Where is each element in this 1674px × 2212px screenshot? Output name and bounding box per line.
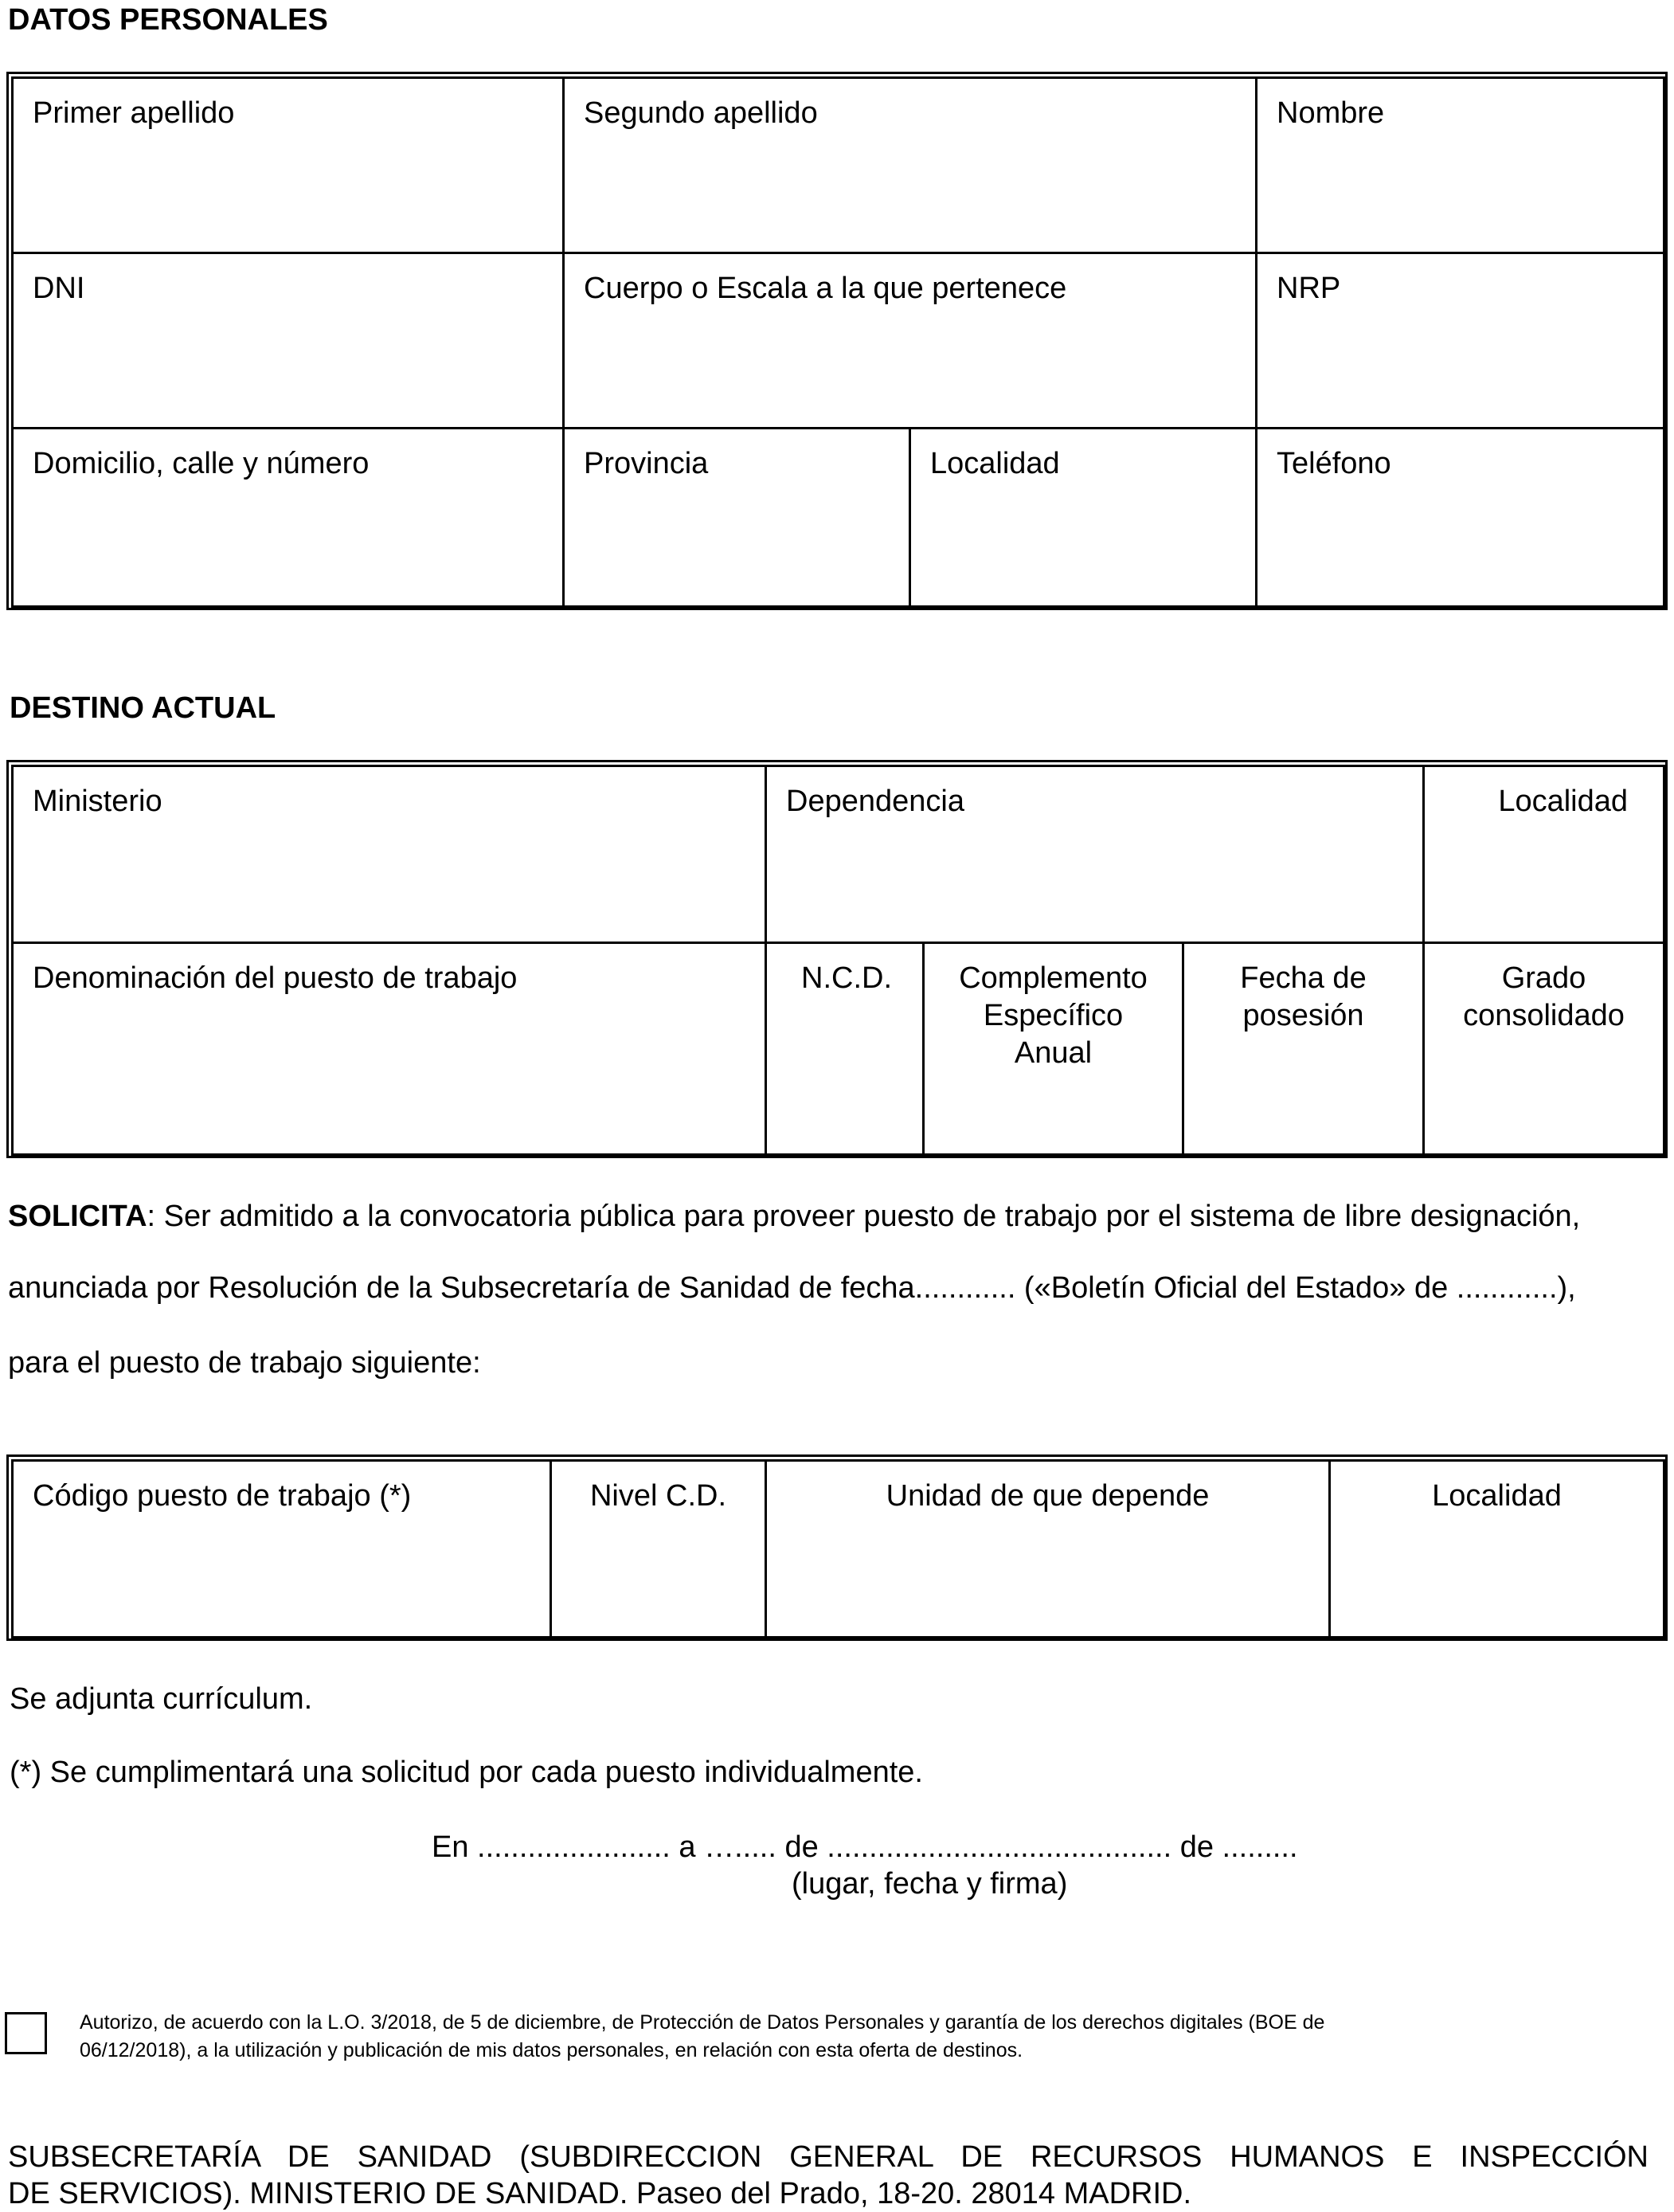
field-ministerio[interactable] — [13, 766, 766, 943]
solicita-text-1: : Ser admitido a la convocatoria pública para proveer puesto de trabajo por el sistema de libre designación, — [147, 1200, 1581, 1233]
consent-checkbox[interactable] — [5, 2012, 47, 2054]
label-localidad-puesto: Localidad — [1432, 1479, 1562, 1513]
field-telefono[interactable] — [1257, 429, 1664, 607]
label-dependencia: Dependencia — [786, 785, 964, 818]
label-fecha-line1: Fecha de — [1240, 961, 1367, 995]
note-curriculum: Se adjunta currículum. — [10, 1682, 313, 1716]
label-ministerio: Ministerio — [33, 785, 162, 818]
field-codigo-puesto[interactable] — [13, 1461, 551, 1638]
field-grado-consolidado[interactable] — [1424, 943, 1664, 1155]
field-nrp[interactable] — [1257, 253, 1664, 429]
label-localidad: Localidad — [930, 447, 1060, 480]
label-grado-line1: Grado — [1501, 961, 1586, 995]
field-unidad-depende[interactable] — [766, 1461, 1330, 1638]
field-dni[interactable] — [13, 253, 564, 429]
solicita-line3: para el puesto de trabajo siguiente: — [8, 1346, 481, 1380]
label-cuerpo-escala: Cuerpo o Escala a la que pertenece — [584, 272, 1067, 305]
field-nivel-cd[interactable] — [551, 1461, 766, 1638]
label-fecha-line2: posesión — [1242, 999, 1364, 1032]
note-individual: (*) Se cumplimentará una solicitud por cada puesto individualmente. — [10, 1756, 923, 1789]
field-localidad[interactable] — [910, 429, 1257, 607]
solicita-label: SOLICITA — [8, 1200, 147, 1233]
label-nivel-cd: Nivel C.D. — [589, 1479, 727, 1513]
field-primer-apellido[interactable] — [13, 78, 564, 253]
signature-line: En ....................... a …..... de ......................................... de ......... — [432, 1830, 1298, 1864]
label-nrp: NRP — [1277, 272, 1341, 305]
solicita-line1 — [8, 1201, 1580, 1231]
consent-text — [80, 2009, 1641, 2065]
label-provincia: Provincia — [584, 447, 709, 480]
footer-line1: SUBSECRETARÍA DE SANIDAD (SUBDIRECCION GENERAL DE RECURSOS HUMANOS E INSPECCIÓN — [8, 2140, 1649, 2174]
field-nombre[interactable] — [1257, 78, 1664, 253]
label-complemento-line1: Complemento — [959, 961, 1148, 995]
destino-actual-table — [11, 765, 1665, 1156]
label-dni: DNI — [33, 272, 85, 305]
field-cuerpo-escala[interactable] — [564, 253, 1257, 429]
label-complemento-line3: Anual — [1014, 1036, 1093, 1070]
consent-text-line2: 06/12/2018), a la utilización y publicación de mis datos personales, en relación con esta oferta de destinos. — [80, 2039, 1023, 2061]
label-primer-apellido: Primer apellido — [33, 96, 235, 130]
label-nombre: Nombre — [1277, 96, 1385, 130]
field-ncd[interactable] — [766, 943, 924, 1155]
field-complemento-especifico[interactable] — [924, 943, 1183, 1155]
field-provincia[interactable] — [564, 429, 910, 607]
field-localidad-puesto[interactable] — [1330, 1461, 1664, 1638]
label-codigo-puesto: Código puesto de trabajo (*) — [33, 1479, 412, 1513]
label-ncd: N.C.D. — [801, 961, 892, 995]
label-segundo-apellido: Segundo apellido — [584, 96, 818, 130]
field-domicilio[interactable] — [13, 429, 564, 607]
label-grado-line2: consolidado — [1463, 999, 1625, 1032]
label-denominacion-puesto: Denominación del puesto de trabajo — [33, 961, 518, 995]
datos-personales-table — [11, 76, 1665, 608]
field-segundo-apellido[interactable] — [564, 78, 1257, 253]
consent-text-line1: Autorizo, de acuerdo con la L.O. 3/2018, de 5 de diciembre, de Protección de Datos Personales y garantía de los derechos digitales (BOE de — [80, 2011, 1325, 2034]
label-localidad-destino: Localidad — [1498, 785, 1628, 818]
label-complemento-line2: Específico — [983, 999, 1124, 1032]
footer-line2: DE SERVICIOS). MINISTERIO DE SANIDAD. Paseo del Prado, 18-20. 28014 MADRID. — [8, 2177, 1192, 2210]
signature-caption: (lugar, fecha y firma) — [792, 1867, 1068, 1901]
label-unidad-depende: Unidad de que depende — [886, 1479, 1210, 1513]
field-fecha-posesion[interactable] — [1183, 943, 1424, 1155]
field-denominacion-puesto[interactable] — [13, 943, 766, 1155]
field-localidad-destino[interactable] — [1424, 766, 1664, 943]
label-telefono: Teléfono — [1277, 447, 1391, 480]
section-heading-datos-personales: DATOS PERSONALES — [8, 3, 328, 37]
field-dependencia[interactable] — [766, 766, 1424, 943]
footer-address — [8, 2139, 1649, 2212]
section-heading-destino-actual: DESTINO ACTUAL — [10, 691, 276, 725]
solicita-line2: anunciada por Resolución de la Subsecretaría de Sanidad de fecha............ («Boletín Oficial del Estado» de ............), — [8, 1271, 1576, 1305]
label-domicilio: Domicilio, calle y número — [33, 447, 370, 480]
puesto-table — [11, 1459, 1665, 1638]
